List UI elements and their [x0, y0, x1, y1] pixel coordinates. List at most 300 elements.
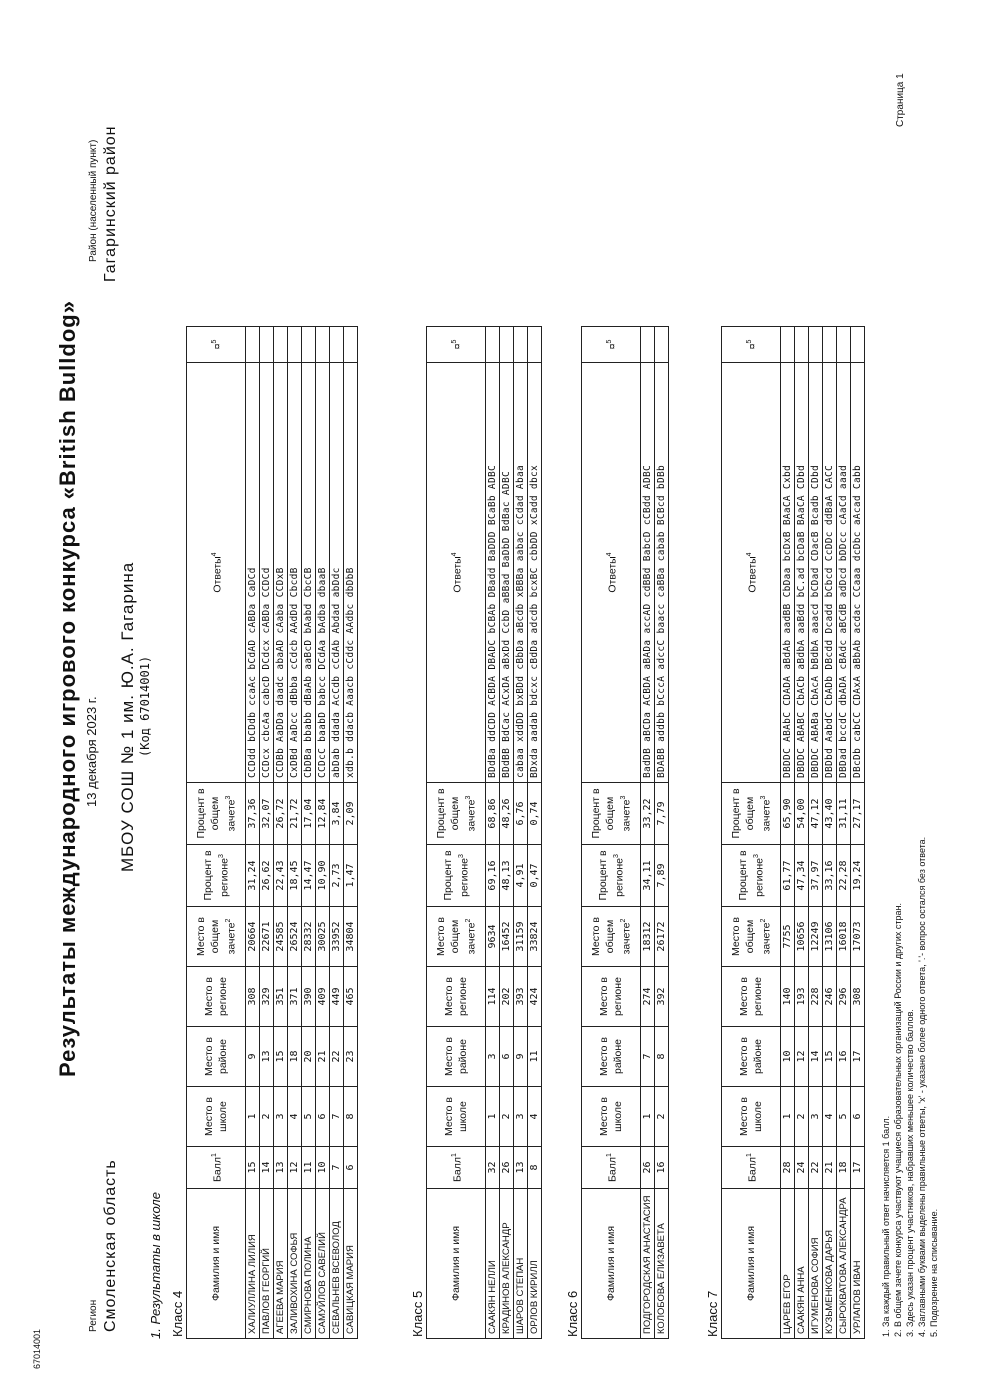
- cell-pctt: 2,09: [344, 783, 358, 845]
- cell-ps: 8: [344, 1087, 358, 1147]
- column-header-score: Балл$^1$: [427, 1147, 486, 1189]
- column-header-place-region: Место в регионе: [722, 967, 781, 1027]
- cell-ps: 2: [795, 1087, 809, 1147]
- cell-pctr: 31,24: [246, 845, 260, 907]
- cell-ps: 1: [781, 1087, 795, 1147]
- cell-ps: 3: [274, 1087, 288, 1147]
- cell-pr: 193: [795, 967, 809, 1027]
- column-header-place-district: Место в районе: [187, 1027, 246, 1087]
- page-number: Страница 1: [895, 73, 906, 127]
- table-row: [274, 327, 288, 1339]
- footnote-mark: 1: [605, 1153, 613, 1157]
- cell-pd: 18: [288, 1027, 302, 1087]
- footnote-mark: 2: [464, 918, 472, 923]
- footnote-mark: 3: [759, 795, 767, 800]
- cell-name: СААКЯН НЕЛЛИ: [486, 1189, 500, 1339]
- column-header-place-school: Место в школе: [582, 1087, 641, 1147]
- column-header-mark: ¤$^5$: [427, 327, 486, 363]
- cell-pt: 33952: [330, 907, 344, 967]
- cell-ans: BadDB aBCDa ACBDA aBADa accAD cdBBd BabcD cCBdd ADBC: [641, 363, 655, 783]
- cell-mark: [823, 327, 837, 363]
- footnote-mark: 5: [450, 339, 458, 344]
- cell-pctt: 0,74: [528, 783, 542, 845]
- cell-ps: 2: [260, 1087, 274, 1147]
- cell-ans: CCDdd bCDdb ccaAc bCdAD cABDa CaDCd: [246, 363, 260, 783]
- cell-pr: 465: [344, 967, 358, 1027]
- cell-ans: xdb.b ddacb Aaacb cCddc AAdbc dbDbB: [344, 363, 358, 783]
- cell-ps: 6: [851, 1087, 865, 1147]
- cell-pd: 13: [260, 1027, 274, 1087]
- cell-score: 13: [274, 1147, 288, 1189]
- cell-pctt: 21,72: [288, 783, 302, 845]
- cell-pr: 296: [837, 967, 851, 1027]
- column-header-place-region: Место в регионе: [427, 967, 486, 1027]
- cell-pd: 16: [837, 1027, 851, 1087]
- cell-pd: 6: [500, 1027, 514, 1087]
- cell-ps: 5: [302, 1087, 316, 1147]
- cell-mark: [809, 327, 823, 363]
- cell-pd: 23: [344, 1027, 358, 1087]
- cell-pr: 228: [809, 967, 823, 1027]
- cell-pd: 14: [809, 1027, 823, 1087]
- district-name: Гагаринский район: [102, 125, 119, 282]
- class-label: Класс 6: [565, 1290, 580, 1337]
- cell-score: 6: [344, 1147, 358, 1189]
- cell-name: КУЗЬМЕНКОВА ДАРЬЯ: [823, 1189, 837, 1339]
- cell-ans: DBDbd AabdC CbADb DBcdd Dcadd bCbcd CcDDc ddBaA CACC: [823, 363, 837, 783]
- cell-score: 7: [330, 1147, 344, 1189]
- cell-pctr: 1,47: [344, 845, 358, 907]
- cell-name: ЦАРЕВ ЕГОР: [781, 1189, 795, 1339]
- footnote: 1. За каждый правильный ответ начисляется 1 балл.: [881, 1115, 891, 1337]
- cell-pctr: 34,11: [641, 845, 655, 907]
- column-header-score: Балл$^1$: [582, 1147, 641, 1189]
- cell-pd: 20: [302, 1027, 316, 1087]
- cell-pctr: 47,34: [795, 845, 809, 907]
- cell-mark: [330, 327, 344, 363]
- cell-pd: 22: [330, 1027, 344, 1087]
- cell-pctr: 10,90: [316, 845, 330, 907]
- cell-mark: [528, 327, 542, 363]
- cell-pt: 13106: [823, 907, 837, 967]
- footnote-mark: 5: [605, 339, 613, 344]
- column-header-pct-total: Процент в общем зачете$^3$: [582, 783, 641, 845]
- cell-mark: [274, 327, 288, 363]
- cell-mark: [500, 327, 514, 363]
- column-header-mark: ¤$^5$: [722, 327, 781, 363]
- table-row: [246, 327, 260, 1339]
- column-header-pct-total: Процент в общем зачете$^3$: [187, 783, 246, 845]
- cell-pctt: 33,22: [641, 783, 655, 845]
- cell-ans: DBDad bccdC dbADA cBAdc aBCdB adDcd bDDcc cAaCd aaad: [837, 363, 851, 783]
- cell-ps: 2: [655, 1087, 669, 1147]
- class-label: Класс 4: [170, 1290, 185, 1337]
- footnote-mark: 5: [210, 339, 218, 344]
- cell-ps: 1: [486, 1087, 500, 1147]
- column-header-name: Фамилия и имя: [582, 1189, 641, 1339]
- cell-pt: 31159: [514, 907, 528, 967]
- cell-name: ПАВЛОВ ГЕОРГИЙ: [260, 1189, 274, 1339]
- cell-pctt: 27,17: [851, 783, 865, 845]
- cell-ans: CCDcC baabD babcc DCdAa bAdba dbaaB: [316, 363, 330, 783]
- cell-pctt: 31,11: [837, 783, 851, 845]
- table-row: [837, 327, 851, 1339]
- cell-mark: [486, 327, 500, 363]
- column-header-place-school: Место в школе: [722, 1087, 781, 1147]
- cell-pr: 329: [260, 967, 274, 1027]
- cell-pr: 246: [823, 967, 837, 1027]
- column-header-score: Балл$^1$: [722, 1147, 781, 1189]
- cell-mark: [302, 327, 316, 363]
- cell-pt: 26524: [288, 907, 302, 967]
- cell-pr: 393: [514, 967, 528, 1027]
- cell-pr: 392: [655, 967, 669, 1027]
- footnote-mark: 1: [210, 1153, 218, 1157]
- cell-score: 15: [246, 1147, 260, 1189]
- cell-score: 26: [641, 1147, 655, 1189]
- cell-ans: DBDDC ABABC CbACb aBdbA aaBdd bC.ad bcDaB BAaCA CDbd: [795, 363, 809, 783]
- cell-pctr: 22,28: [837, 845, 851, 907]
- cell-ans: BDABB addbb bCccA adccC baacc caBBa cabab BCBcd bDBb: [655, 363, 669, 783]
- cell-ans: CCDBb AaDDa daadc abaAD cAaba CCDxB: [274, 363, 288, 783]
- cell-ans: cabaa xddDD bxBDd cBbDa aBcdb xBBBa aabac cCdad Abaa: [514, 363, 528, 783]
- column-header-pct-region: Процент в регионе$^3$: [427, 845, 486, 907]
- cell-mark: [655, 327, 669, 363]
- cell-name: ШАРОВ СТЕПАН: [514, 1189, 528, 1339]
- cell-ps: 3: [809, 1087, 823, 1147]
- class-label: Класс 7: [705, 1290, 720, 1337]
- footnote-mark: 1: [745, 1153, 753, 1157]
- doc-code: 67014001: [32, 1328, 42, 1369]
- cell-pt: 28332: [302, 907, 316, 967]
- cell-ps: 7: [330, 1087, 344, 1147]
- cell-pr: 449: [330, 967, 344, 1027]
- cell-pd: 15: [823, 1027, 837, 1087]
- district-label: Район (населенный пункт): [88, 139, 99, 262]
- cell-pctt: 65,90: [781, 783, 795, 845]
- cell-ans: CCDcx cbcAa cabcD DCdcx cABDa CCDCd: [260, 363, 274, 783]
- footnote-mark: 3: [217, 854, 225, 859]
- cell-mark: [781, 327, 795, 363]
- school-name: МБОУ СОШ № 1 им. Ю.А. Гагарина: [118, 561, 137, 872]
- cell-score: 8: [528, 1147, 542, 1189]
- cell-ps: 5: [837, 1087, 851, 1147]
- footnote-mark: 3: [619, 795, 627, 800]
- table-row: [500, 327, 514, 1339]
- cell-pt: 18312: [641, 907, 655, 967]
- cell-mark: [795, 327, 809, 363]
- cell-pctr: 2,73: [330, 845, 344, 907]
- cell-score: 10: [316, 1147, 330, 1189]
- cell-ans: BDdBB BdCac ACxDA aBxDd CcbD aBBad BaDbD BdBac ADBC: [500, 363, 514, 783]
- cell-pctr: 33,16: [823, 845, 837, 907]
- cell-pctr: 69,16: [486, 845, 500, 907]
- table-row: [344, 327, 358, 1339]
- column-header-place-total: Место в общем зачете$^2$: [582, 907, 641, 967]
- column-header-place-region: Место в регионе: [187, 967, 246, 1027]
- cell-pt: 22671: [260, 907, 274, 967]
- column-header-pct-region: Процент в регионе$^3$: [582, 845, 641, 907]
- column-header-pct-total: Процент в общем зачете$^3$: [722, 783, 781, 845]
- column-header-answers: Ответы$^4$: [187, 363, 246, 783]
- cell-mark: [514, 327, 528, 363]
- cell-pr: 274: [641, 967, 655, 1027]
- table-row: [260, 327, 274, 1339]
- footnote-mark: 2: [619, 918, 627, 923]
- cell-mark: [246, 327, 260, 363]
- column-header-pct-region: Процент в регионе$^3$: [187, 845, 246, 907]
- column-header-name: Фамилия и имя: [187, 1189, 246, 1339]
- cell-pctt: 12,84: [316, 783, 330, 845]
- table-row: [809, 327, 823, 1339]
- cell-pt: 30025: [316, 907, 330, 967]
- cell-pctr: 14,47: [302, 845, 316, 907]
- contest-date: 13 декабря 2023 г.: [84, 696, 99, 807]
- table-row: [486, 327, 500, 1339]
- cell-pctt: 17,04: [302, 783, 316, 845]
- cell-pr: 308: [851, 967, 865, 1027]
- cell-pr: 308: [246, 967, 260, 1027]
- footnote-mark: 3: [752, 854, 760, 859]
- column-header-name: Фамилия и имя: [722, 1189, 781, 1339]
- document-title: Результаты международного игрового конкурса «British Bulldog»: [55, 300, 80, 1077]
- footnotes: [880, 837, 940, 1337]
- footnote-mark: 3: [612, 854, 620, 859]
- section-title: 1. Результаты в школе: [148, 1192, 163, 1339]
- cell-pctr: 19,24: [851, 845, 865, 907]
- cell-pt: 34804: [344, 907, 358, 967]
- column-header-pct-region: Процент в регионе$^3$: [722, 845, 781, 907]
- cell-pctr: 48,13: [500, 845, 514, 907]
- footnote-mark: 2: [759, 918, 767, 923]
- column-header-mark: ¤$^5$: [187, 327, 246, 363]
- cell-pr: 424: [528, 967, 542, 1027]
- table-row: [655, 327, 669, 1339]
- cell-pctr: 37,97: [809, 845, 823, 907]
- cell-ans: DBcDb cabCC CDAxA aBbAb acdac CCaaa dcDbc aAcad Cabb: [851, 363, 865, 783]
- cell-pctt: 54,00: [795, 783, 809, 845]
- footnote-mark: 5: [745, 339, 753, 344]
- cell-mark: [288, 327, 302, 363]
- region-label: Регион: [88, 1299, 99, 1332]
- column-header-place-school: Место в школе: [187, 1087, 246, 1147]
- cell-score: 28: [781, 1147, 795, 1189]
- cell-score: 21: [823, 1147, 837, 1189]
- cell-pctt: 47,12: [809, 783, 823, 845]
- cell-pd: 9: [514, 1027, 528, 1087]
- cell-score: 22: [809, 1147, 823, 1189]
- cell-ans: DBDDC ABAbC CDADA aBdAb aadBB CbDaa bcDxB BAaCA Cxbd: [781, 363, 795, 783]
- cell-pt: 7755: [781, 907, 795, 967]
- table-row: [781, 327, 795, 1339]
- column-header-answers: Ответы$^4$: [582, 363, 641, 783]
- cell-pctt: 37,36: [246, 783, 260, 845]
- cell-name: СААКЯН АННА: [795, 1189, 809, 1339]
- cell-pd: 21: [316, 1027, 330, 1087]
- cell-ps: 1: [641, 1087, 655, 1147]
- cell-pr: 371: [288, 967, 302, 1027]
- cell-ps: 2: [500, 1087, 514, 1147]
- cell-pd: 17: [851, 1027, 865, 1087]
- cell-name: ПОДГОРОДСКАЯ АНАСТАСИЯ: [641, 1189, 655, 1339]
- cell-pd: 10: [781, 1027, 795, 1087]
- column-header-answers: Ответы$^4$: [427, 363, 486, 783]
- table-row: [641, 327, 655, 1339]
- column-header-place-total: Место в общем зачете$^2$: [187, 907, 246, 967]
- cell-ans: abDab ddada AcCdb cCdAb Abdad abDdc: [330, 363, 344, 783]
- cell-mark: [837, 327, 851, 363]
- footnote-mark: 2: [224, 918, 232, 923]
- table-row: [302, 327, 316, 1339]
- cell-ans: DBDDC ABABa CbAcA bBdbA aaacd bCDad CDacB Bcadb CDbd: [809, 363, 823, 783]
- cell-ps: 1: [246, 1087, 260, 1147]
- table-row: [528, 327, 542, 1339]
- cell-mark: [260, 327, 274, 363]
- table-row: [288, 327, 302, 1339]
- cell-name: СЕВАЛЬНЕВ ВСЕВОЛОД: [330, 1189, 344, 1339]
- cell-pd: 15: [274, 1027, 288, 1087]
- footnote-mark: 4: [605, 552, 613, 557]
- column-header-name: Фамилия и имя: [427, 1189, 486, 1339]
- cell-pctt: 32,07: [260, 783, 274, 845]
- footnote-mark: 3: [464, 795, 472, 800]
- footnote-mark: 4: [210, 552, 218, 557]
- cell-score: 24: [795, 1147, 809, 1189]
- cell-pt: 26172: [655, 907, 669, 967]
- cell-pd: 11: [528, 1027, 542, 1087]
- cell-score: 18: [837, 1147, 851, 1189]
- cell-pctt: 6,76: [514, 783, 528, 845]
- cell-pctt: 7,79: [655, 783, 669, 845]
- cell-pctr: 61,77: [781, 845, 795, 907]
- column-header-place-region: Место в регионе: [582, 967, 641, 1027]
- column-header-place-total: Место в общем зачете$^2$: [722, 907, 781, 967]
- cell-ans: BDxda aadab bdcxc cBdDa adcdb bcxBC cbbDD xCadd dbcx: [528, 363, 542, 783]
- table-row: [330, 327, 344, 1339]
- cell-ps: 4: [288, 1087, 302, 1147]
- column-header-answers: Ответы$^4$: [722, 363, 781, 783]
- cell-name: ХАЛИУЛЛИНА ЛИЛИЯ: [246, 1189, 260, 1339]
- cell-pctr: 26,62: [260, 845, 274, 907]
- cell-ps: 4: [528, 1087, 542, 1147]
- cell-pctr: 0,47: [528, 845, 542, 907]
- cell-pctr: 7,89: [655, 845, 669, 907]
- cell-ps: 4: [823, 1087, 837, 1147]
- cell-pd: 3: [486, 1027, 500, 1087]
- results-table: [721, 326, 865, 1339]
- cell-ans: CxDBd AaDcc dBbba cCdcb AAdDd CbcdB: [288, 363, 302, 783]
- column-header-mark: ¤$^5$: [582, 327, 641, 363]
- cell-pctr: 22,43: [274, 845, 288, 907]
- footnote-mark: 4: [745, 552, 753, 557]
- footnote-mark: 1: [450, 1153, 458, 1157]
- cell-pd: 12: [795, 1027, 809, 1087]
- footnote: 3. Здесь указан процент участников, набравших меньшее количество баллов.: [905, 1009, 915, 1337]
- results-table: [426, 326, 542, 1339]
- cell-mark: [851, 327, 865, 363]
- class-label: Класс 5: [410, 1290, 425, 1337]
- table-row: [823, 327, 837, 1339]
- cell-pctt: 26,72: [274, 783, 288, 845]
- cell-score: 13: [514, 1147, 528, 1189]
- cell-pctt: 48,26: [500, 783, 514, 845]
- cell-pt: 9634: [486, 907, 500, 967]
- column-header-place-district: Место в районе: [582, 1027, 641, 1087]
- cell-ans: BDdBa ddCDD ACBDA DBADC bCBAb DBadd BaDDD BCaBb ADBC: [486, 363, 500, 783]
- cell-score: 32: [486, 1147, 500, 1189]
- cell-mark: [344, 327, 358, 363]
- cell-pr: 351: [274, 967, 288, 1027]
- cell-name: ЗАЛИВОХИНА СОФЬЯ: [288, 1189, 302, 1339]
- cell-score: 17: [851, 1147, 865, 1189]
- cell-name: СЫРОКВАТОВА АЛЕКСАНДРА: [837, 1189, 851, 1339]
- cell-pr: 114: [486, 967, 500, 1027]
- footnote-mark: 3: [457, 854, 465, 859]
- cell-name: КРАДИНОВ АЛЕКСАНДР: [500, 1189, 514, 1339]
- cell-pt: 12249: [809, 907, 823, 967]
- footnote-mark: 3: [224, 795, 232, 800]
- cell-name: ОРЛОВ КИРИЛЛ: [528, 1189, 542, 1339]
- column-header-pct-total: Процент в общем зачете$^3$: [427, 783, 486, 845]
- cell-pt: 10656: [795, 907, 809, 967]
- cell-name: САМУЙЛОВ САВЕЛИЙ: [316, 1189, 330, 1339]
- cell-score: 12: [288, 1147, 302, 1189]
- cell-pt: 24585: [274, 907, 288, 967]
- results-table: [186, 326, 358, 1339]
- table-row: [795, 327, 809, 1339]
- cell-pt: 17073: [851, 907, 865, 967]
- cell-pr: 390: [302, 967, 316, 1027]
- cell-mark: [641, 327, 655, 363]
- column-header-place-district: Место в районе: [722, 1027, 781, 1087]
- cell-pctt: 3,84: [330, 783, 344, 845]
- cell-score: 16: [655, 1147, 669, 1189]
- cell-ans: CbDBa bbabb dBaAb aaBcD bAabd CbcCB: [302, 363, 316, 783]
- cell-pr: 140: [781, 967, 795, 1027]
- footnote-mark: 4: [450, 552, 458, 557]
- cell-pctt: 43,40: [823, 783, 837, 845]
- cell-pd: 8: [655, 1027, 669, 1087]
- column-header-place-school: Место в школе: [427, 1087, 486, 1147]
- cell-ps: 3: [514, 1087, 528, 1147]
- results-table: [581, 326, 669, 1339]
- column-header-score: Балл$^1$: [187, 1147, 246, 1189]
- cell-score: 11: [302, 1147, 316, 1189]
- table-row: [514, 327, 528, 1339]
- column-header-place-district: Место в районе: [427, 1027, 486, 1087]
- school-code: (Код 67014001): [138, 655, 152, 757]
- cell-name: СМИРНОВА ПОЛИНА: [302, 1189, 316, 1339]
- cell-pctr: 18,45: [288, 845, 302, 907]
- cell-pd: 9: [246, 1027, 260, 1087]
- column-header-place-total: Место в общем зачете$^2$: [427, 907, 486, 967]
- cell-pt: 33824: [528, 907, 542, 967]
- footnote: 2. В общем зачете конкурса участвуют учащиеся образовательных организаций России и других стран.: [893, 903, 903, 1337]
- cell-ps: 6: [316, 1087, 330, 1147]
- cell-pr: 409: [316, 967, 330, 1027]
- region-name: Смоленская область: [102, 1159, 119, 1332]
- cell-name: КОЛОБОВА ЕЛИЗАВЕТА: [655, 1189, 669, 1339]
- cell-name: ИГУМЕНОВА СОФИЯ: [809, 1189, 823, 1339]
- cell-pctr: 4,91: [514, 845, 528, 907]
- table-row: [851, 327, 865, 1339]
- cell-pd: 7: [641, 1027, 655, 1087]
- cell-score: 26: [500, 1147, 514, 1189]
- footnote: 5. Подозрение на списывание.: [929, 1208, 939, 1337]
- table-row: [316, 327, 330, 1339]
- cell-pt: 16018: [837, 907, 851, 967]
- cell-pctt: 68,86: [486, 783, 500, 845]
